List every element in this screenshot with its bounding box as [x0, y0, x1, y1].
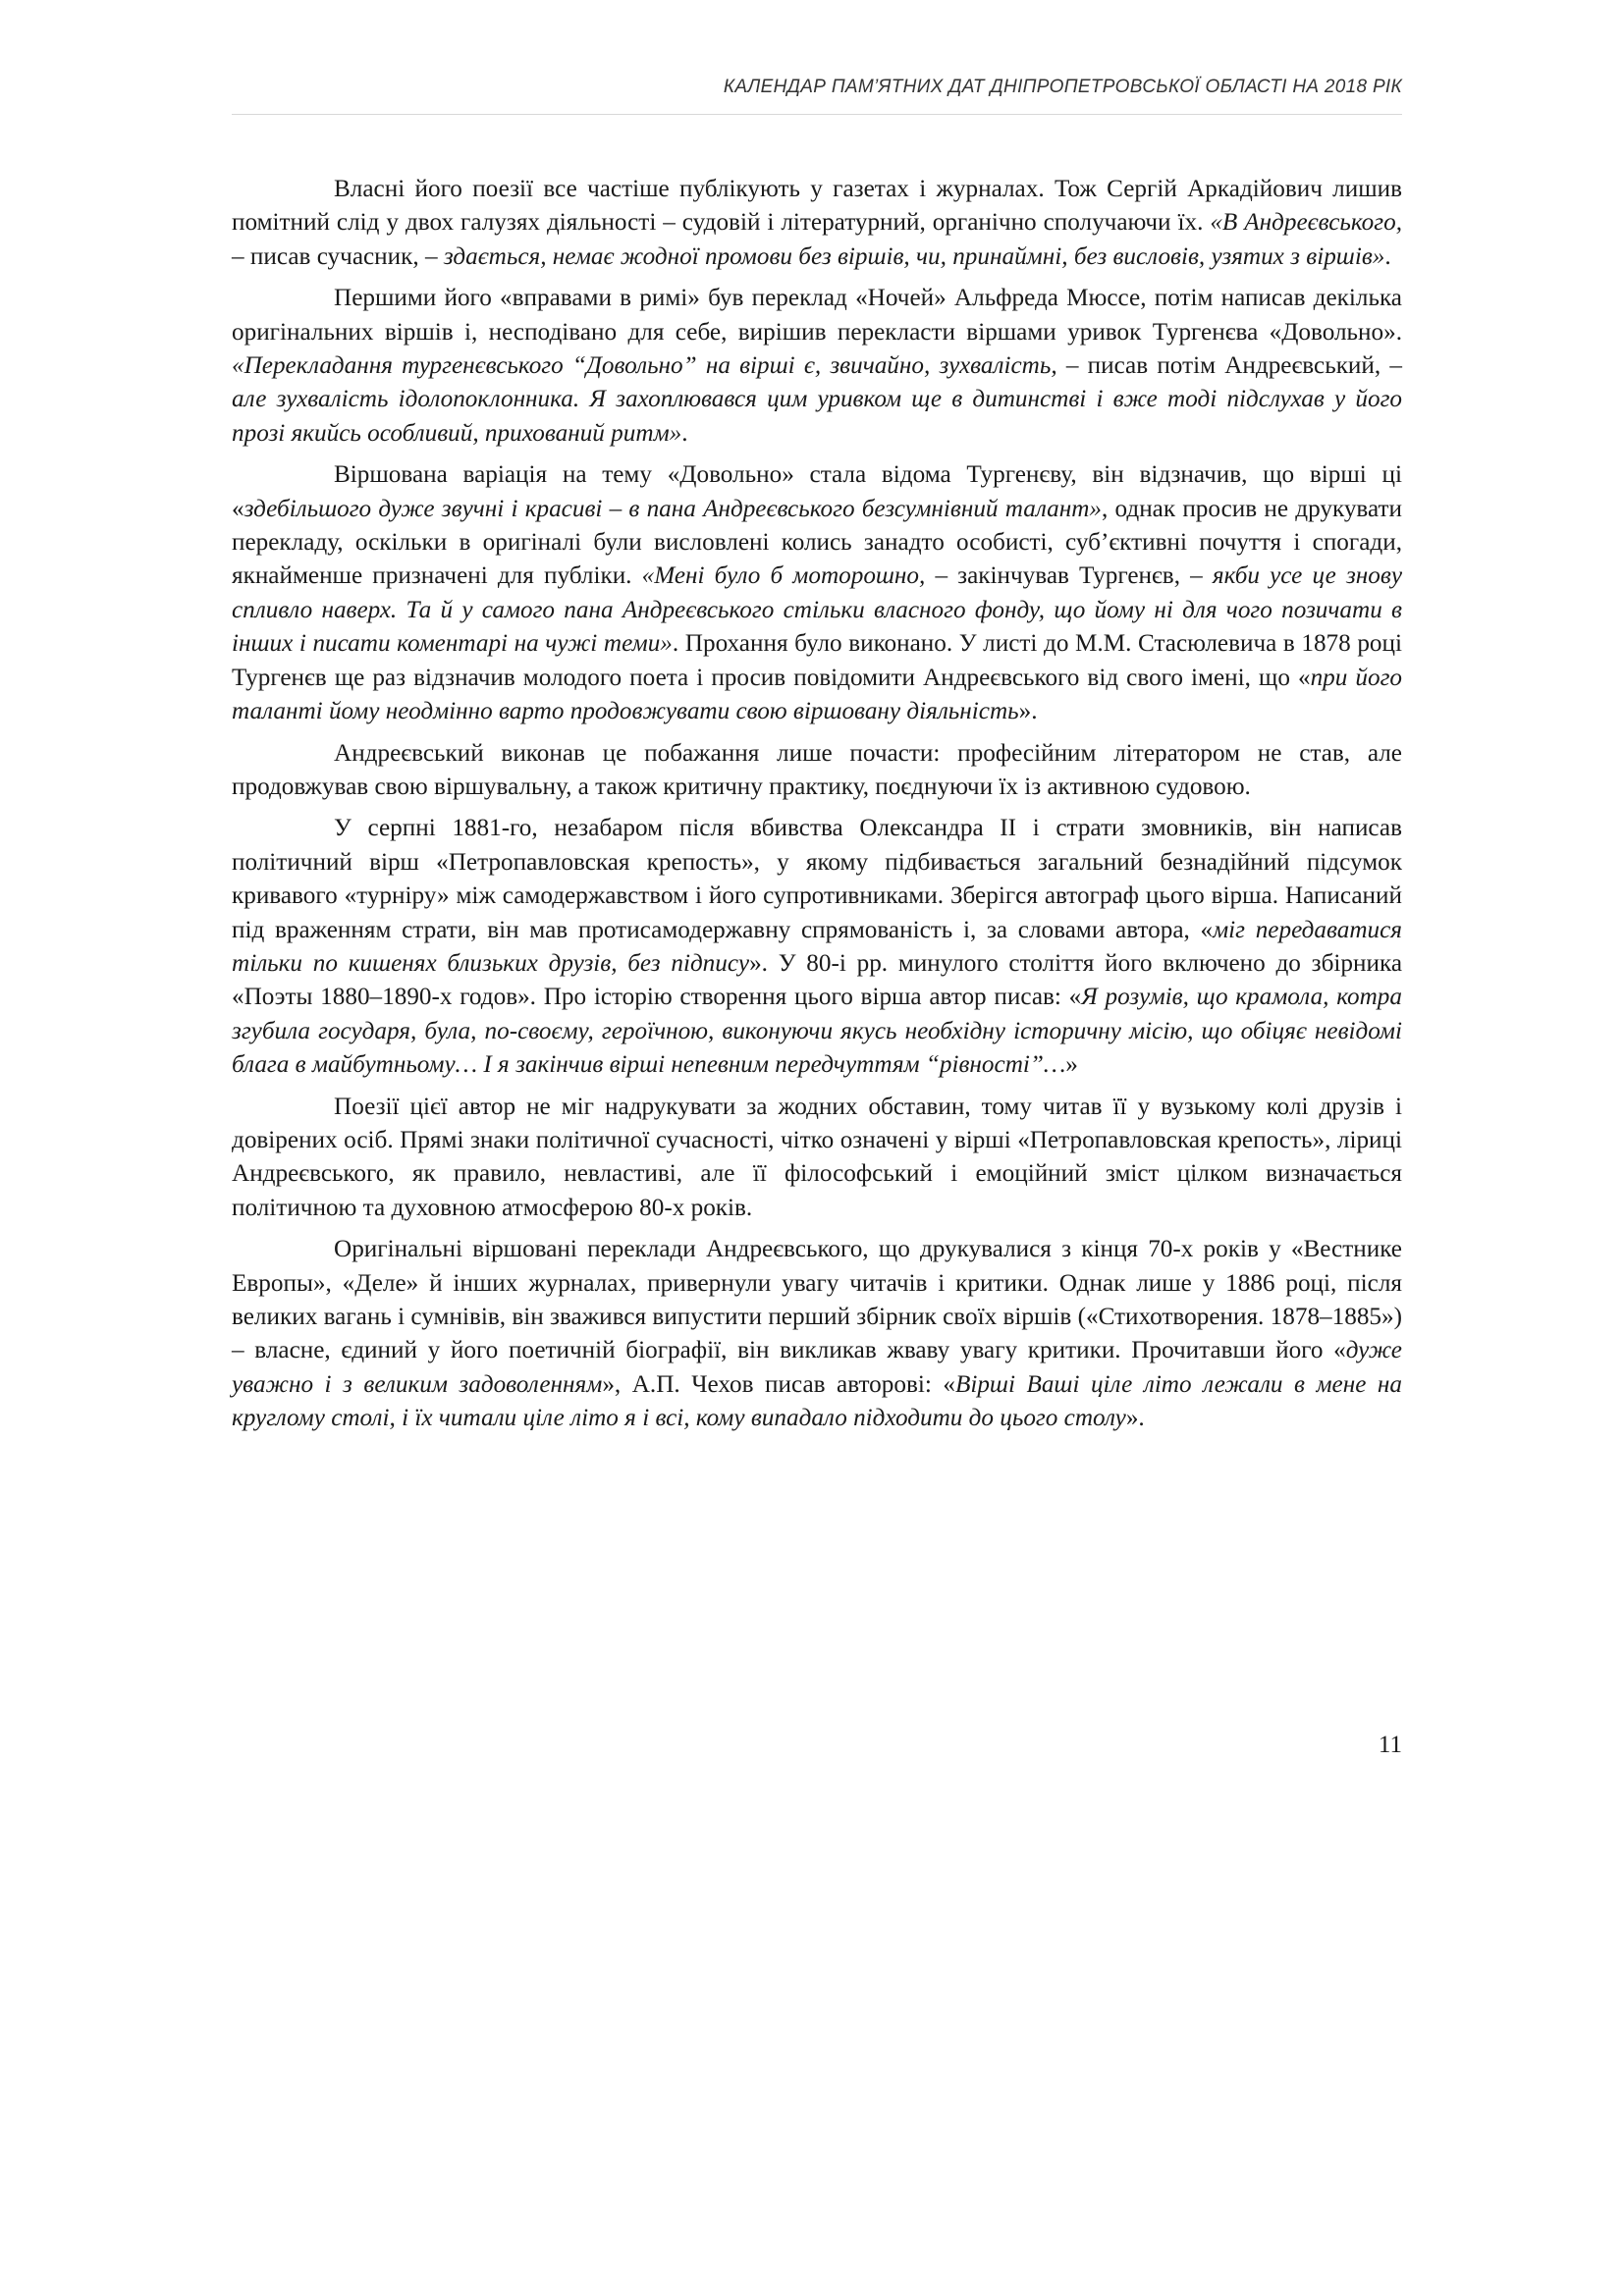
body-text: Оригінальні віршовані переклади Андреєвського, що друкувалися з кінця 70-х років у «Вестнике Европы», «Деле» й інших журналах, привернули увагу читачів і критики. Однак лише у 1886 році, після великих вагань і сумнівів, він зважився випустити перший збірник своїх віршів («Стихотворения. 1878–1885») – власне, єдиний у його поетичній біографії, він викликав жваву увагу критики. Прочитавши його «: [232, 1236, 1402, 1364]
body-text: Власні його поезії все частіше публікують у газетах і журналах. Тож Сергій Аркадійович лишив помітний слід у двох галузях діяльності – судовій і літературний, органічно сполучаючи їх.: [232, 176, 1402, 237]
body-text: – писав потім Андреєвський, –: [1056, 352, 1402, 380]
quote-text: міг передаватися тільки по кишенях близьких друзів, без підпису: [232, 916, 1402, 977]
quote-text: Я розумів, що крамола, котра згубила государя, була, по-своєму, героїчною, виконуючи якусь необхідну історичну місію, що обіцяє невідомі блага в майбутньому… І я закінчив вірші непевним передчуттям “рівності”…: [232, 984, 1402, 1079]
body-text: Першими його «вправами в римі» був переклад «Ночей» Альфреда Мюссе, потім написав декілька оригінальних віршів і, несподівано для себе, вирішив перекласти віршами уривок Тургенєва «Довольно».: [232, 285, 1402, 346]
quote-text: Вірші Ваші ціле літо лежали в мене на круглому столі, і їх читали ціле літо я і всі, кому випадало підходити до цього столу: [232, 1370, 1402, 1432]
quote-text: дуже уважно і з великим задоволенням: [232, 1337, 1402, 1398]
body-text: », А.П. Чехов писав авторові: «: [602, 1370, 955, 1398]
body-paragraph: [232, 1091, 1402, 1226]
body-paragraph: [232, 282, 1402, 451]
body-text: »: [1065, 1051, 1078, 1079]
quote-text: якби усе це знову спливло наверх. Та й у самого пана Андреєвського стільки власного фонду, що йому ні для чого позичати в інших і писати коментарі на чужі теми»: [232, 562, 1403, 658]
article-body: [232, 173, 1402, 1436]
body-text: – закінчував Тургенєв, –: [925, 562, 1213, 590]
body-paragraph: [232, 812, 1402, 1082]
body-paragraph: [232, 737, 1402, 805]
body-text: ».: [1125, 1405, 1145, 1432]
quote-text: «Мені було б моторошно,: [641, 562, 926, 590]
header-divider: [232, 114, 1402, 115]
body-paragraph: [232, 1233, 1402, 1435]
body-text: , однак просив не друкувати перекладу, оскільки в оригіналі були висловлені колись занадто особисті, суб’єктивні почуття і спогади, якнайменше призначені для публіки.: [232, 495, 1402, 590]
body-text: .: [681, 419, 688, 447]
body-text: – писав сучасник, –: [232, 242, 444, 270]
quote-text: але зухвалість ідолопоклонника. Я захоплювався цим уривком ще в дитинстві і вже тоді підслухав у його прозі якийсь особливий, прихований ритм»: [232, 386, 1402, 447]
body-text: ». У 80-і рр. минулого століття його включено до збірника «Поэты 1880–1890-х годов». Про історію створення цього вірша автор писав: «: [232, 949, 1402, 1011]
quote-text: «В Андреєвського,: [1210, 209, 1402, 237]
running-header: КАЛЕНДАР ПАМ’ЯТНИХ ДАТ ДНІПРОПЕТРОВСЬКОЇ ОБЛАСТІ НА 2018 РІК: [723, 77, 1402, 97]
body-paragraph: [232, 458, 1402, 728]
body-text: ».: [1018, 698, 1038, 725]
quote-text: при його таланті йому неодмінно варто продовжувати свою віршовану діяльність: [232, 664, 1402, 725]
body-text: Віршована варіація на тему «Довольно» стала відома Тургенєву, він відзначив, що вірші ці «: [232, 461, 1402, 522]
body-text: У серпні 1881-го, незабаром після вбивства Олександра II і страти змовників, він написав політичний вірш «Петропавловская крепость», у якому підбивається загальний безнадійний підсумок кривавого «турніру» між самодержавством і його супротивниками. Зберігся автограф цього вірша. Написаний під враженням страти, він мав протисамодержавну спрямованість і, за словами автора, «: [232, 815, 1402, 943]
body-text: . Прохання було виконано. У листі до М.М. Стасюлевича в 1878 році Тургенєв ще раз відзначив молодого поета і просив повідомити Андреєвського від свого імені, що «: [232, 630, 1402, 691]
body-text: .: [1384, 242, 1391, 270]
quote-text: здається, немає жодної промови без віршів, чи, принаймні, без висловів, узятих з віршів»: [443, 242, 1385, 270]
page-number: 11: [1378, 1732, 1402, 1758]
body-text: Поезії цієї автор не міг надрукувати за жодних обставин, тому читав її у вузькому колі друзів і довірених осіб. Прямі знаки політичної сучасності, чітко означені у вірші «Петропавловская крепость», ліриці Андреєвського, як правило, невластиві, але її філософський і емоційний зміст цілком визначається політичною та духовною атмосферою 80-х років.: [232, 1093, 1402, 1221]
quote-text: «Перекладання тургенєвського “Довольно” на вірші є, звичайно, зухвалість,: [232, 352, 1057, 380]
quote-text: здебільшого дуже звучні і красиві – в пана Андреєвського безсумнівний талант»: [244, 495, 1102, 522]
body-text: Андреєвський виконав це побажання лише почасти: професійним літератором не став, але продовжував свою віршувальну, а також критичну практику, поєднуючи їх із активною судовою.: [232, 739, 1402, 800]
body-paragraph: [232, 173, 1402, 274]
